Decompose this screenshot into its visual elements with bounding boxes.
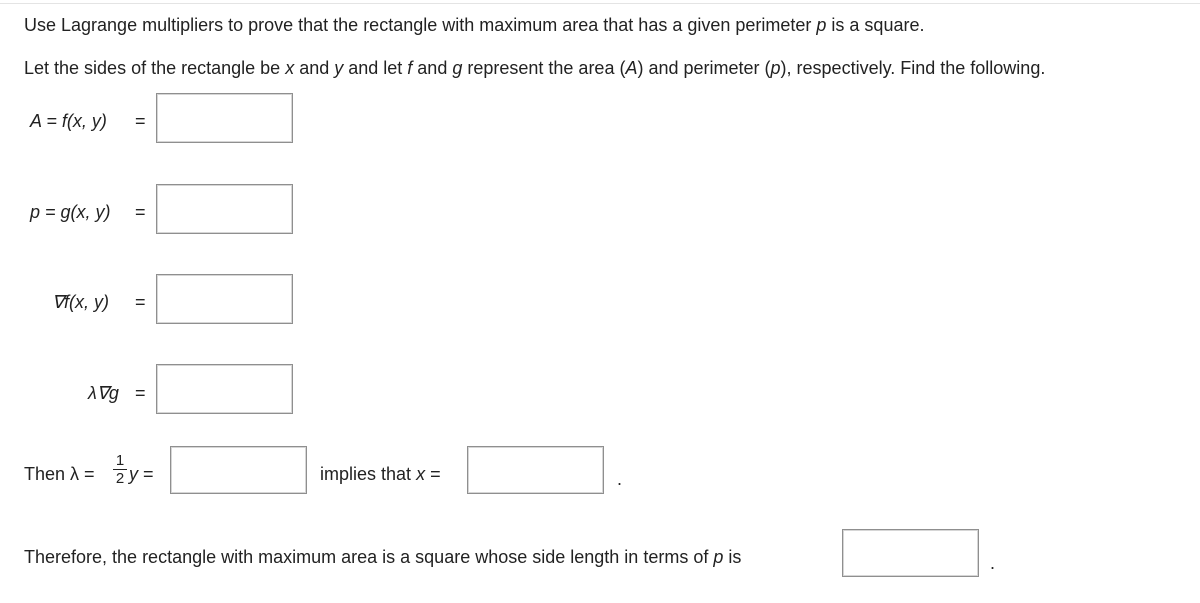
then-lambda-label: Then λ = — [24, 464, 95, 484]
equals-sign: = — [430, 464, 441, 484]
var-f: f — [407, 58, 413, 78]
var-g: g — [452, 58, 463, 78]
instruction-text: and — [294, 58, 335, 78]
var-A: A — [625, 58, 638, 78]
instruction-text: and — [412, 58, 453, 78]
equals-sign: = — [135, 202, 146, 222]
instruction-text: represent the area ( — [462, 58, 626, 78]
gradient-f-input[interactable] — [156, 274, 293, 324]
one-half-fraction — [113, 453, 127, 486]
instruction-text: ), respectively. Find the following. — [780, 58, 1046, 78]
var-x: x — [285, 58, 295, 78]
gradient-f-label: ∇f(x, y) — [52, 292, 110, 312]
equals-sign: = — [135, 292, 146, 312]
equals-sign: = — [135, 111, 146, 131]
lambda-gradient-g-input[interactable] — [156, 364, 293, 414]
period: . — [617, 469, 623, 489]
conclusion-text — [24, 546, 741, 568]
implies-that-label — [320, 463, 441, 485]
instruction-text: is a square. — [826, 15, 925, 35]
var-y: y — [334, 58, 344, 78]
perimeter-function-input[interactable] — [156, 184, 293, 234]
var-x: x — [416, 464, 426, 484]
instruction-line-2 — [24, 57, 1045, 79]
perimeter-function-label: p = g(x, y) — [30, 202, 111, 222]
var-p: p — [713, 547, 724, 567]
area-function-label: A = f(x, y) — [30, 111, 107, 131]
implies-text: implies that — [320, 464, 412, 484]
instruction-text: Use Lagrange multipliers to prove that the rectangle with maximum area that has a given perimeter — [24, 15, 817, 35]
var-y: y — [129, 464, 138, 484]
conclusion-sentence-end: is — [723, 547, 742, 567]
equals-sign: = — [135, 383, 146, 403]
x-value-input[interactable] — [467, 446, 604, 494]
side-length-input[interactable] — [842, 529, 979, 577]
fraction-denominator: 2 — [115, 470, 125, 487]
var-p: p — [816, 15, 827, 35]
instruction-text: ) and perimeter ( — [637, 58, 771, 78]
instruction-text: Let the sides of the rectangle be — [24, 58, 286, 78]
top-divider — [0, 3, 1200, 4]
conclusion-sentence: Therefore, the rectangle with maximum area is a square whose side length in terms of — [24, 547, 714, 567]
instruction-text: and let — [343, 58, 408, 78]
var-p: p — [770, 58, 781, 78]
fraction-numerator: 1 — [115, 452, 125, 469]
lambda-value-input[interactable] — [170, 446, 307, 494]
area-function-input[interactable] — [156, 93, 293, 143]
instruction-line-1 — [24, 14, 924, 36]
equals-sign: = — [143, 464, 154, 484]
period: . — [990, 553, 996, 573]
lambda-gradient-g-label: λ∇g — [88, 383, 119, 403]
